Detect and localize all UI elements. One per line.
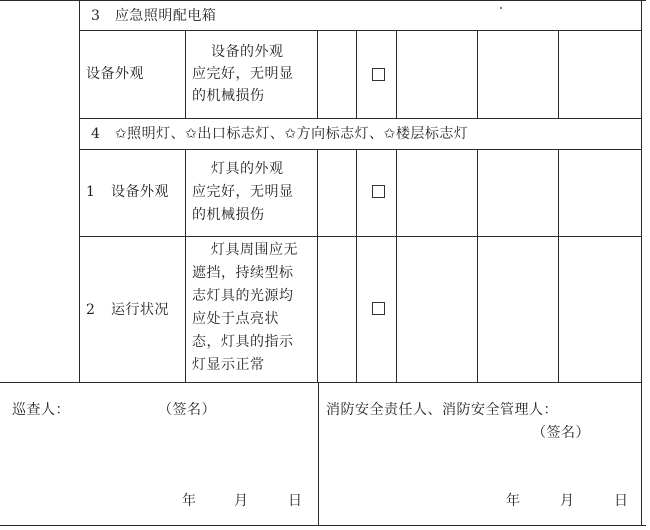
requirement-column-line: [317, 30, 318, 119]
section4-row1-item-label: 设备外观: [111, 184, 169, 200]
section4-row2-number: 2: [86, 302, 96, 318]
section3-checkbox[interactable]: [372, 68, 385, 81]
section3-requirement-line: 设备的外观: [211, 44, 284, 60]
section3-item-label: 设备外观: [86, 66, 144, 82]
responsible-person-label: 消防安全责任人、消防安全管理人：: [326, 402, 558, 418]
top-border: [0, 0, 646, 1]
section4-row1-requirement-line: 应完好，无明显: [192, 184, 294, 200]
date-right-month: 月: [560, 493, 575, 509]
date-right-day: 日: [614, 493, 629, 509]
section4-row1-requirement-line: 的机械损伤: [192, 207, 265, 223]
section4-row1-number: 1: [86, 184, 96, 200]
responsible-signature-field[interactable]: （签名）: [532, 425, 590, 441]
requirement-column-line: [317, 149, 318, 383]
extra-column-line: [558, 149, 559, 383]
section4-row2-requirement-line: 灯显示正常: [192, 357, 265, 373]
check-column-line: [396, 149, 397, 383]
extra-column-line: [558, 30, 559, 119]
section4-row1-checkbox[interactable]: [372, 185, 385, 198]
date-left-year: 年: [182, 493, 197, 509]
section4-header: 4 ✩照明灯、✩出口标志灯、✩方向标志灯、✩楼层标志灯: [91, 126, 469, 142]
check-column-line: [396, 30, 397, 119]
footer-divider-line: [318, 382, 319, 526]
status-column-line: [356, 30, 357, 119]
section4-row2-checkbox[interactable]: [372, 302, 385, 315]
date-left-day: 日: [288, 493, 303, 509]
section4-row2-requirement-line: 遮挡，持续型标: [192, 265, 294, 281]
inspector-signature-field[interactable]: （签名）: [158, 402, 216, 418]
section4-row2-requirement-line: 态，灯具的指示: [192, 334, 294, 350]
status-column-line: [356, 149, 357, 383]
right-border-line: [641, 0, 642, 526]
stray-mark: [500, 7, 502, 9]
page-bottom-border: [0, 525, 646, 526]
item-column-line: [185, 30, 186, 119]
date-left-month: 月: [234, 493, 249, 509]
section4-row1-requirement-line: 灯具的外观: [211, 161, 284, 177]
date-right-year: 年: [506, 493, 521, 509]
extra-column-line: [477, 149, 478, 383]
left-border-line: [79, 0, 80, 383]
table-bottom-border: [0, 382, 642, 383]
inspector-label: 巡查人：: [12, 402, 70, 418]
section4-row2-item-label: 运行状况: [111, 302, 169, 318]
section4-row2-requirement-line: 应处于点亮状: [192, 311, 279, 327]
section4-row2-requirement-line: 志灯具的光源均: [192, 288, 294, 304]
section3-header: 3 应急照明配电箱: [91, 8, 217, 24]
section4-row2-requirement-line: 灯具周围应无: [211, 242, 298, 258]
section3-requirement-line: 的机械损伤: [192, 88, 265, 104]
item-column-line: [185, 149, 186, 383]
extra-column-line: [477, 30, 478, 119]
section3-requirement-line: 应完好，无明显: [192, 66, 294, 82]
